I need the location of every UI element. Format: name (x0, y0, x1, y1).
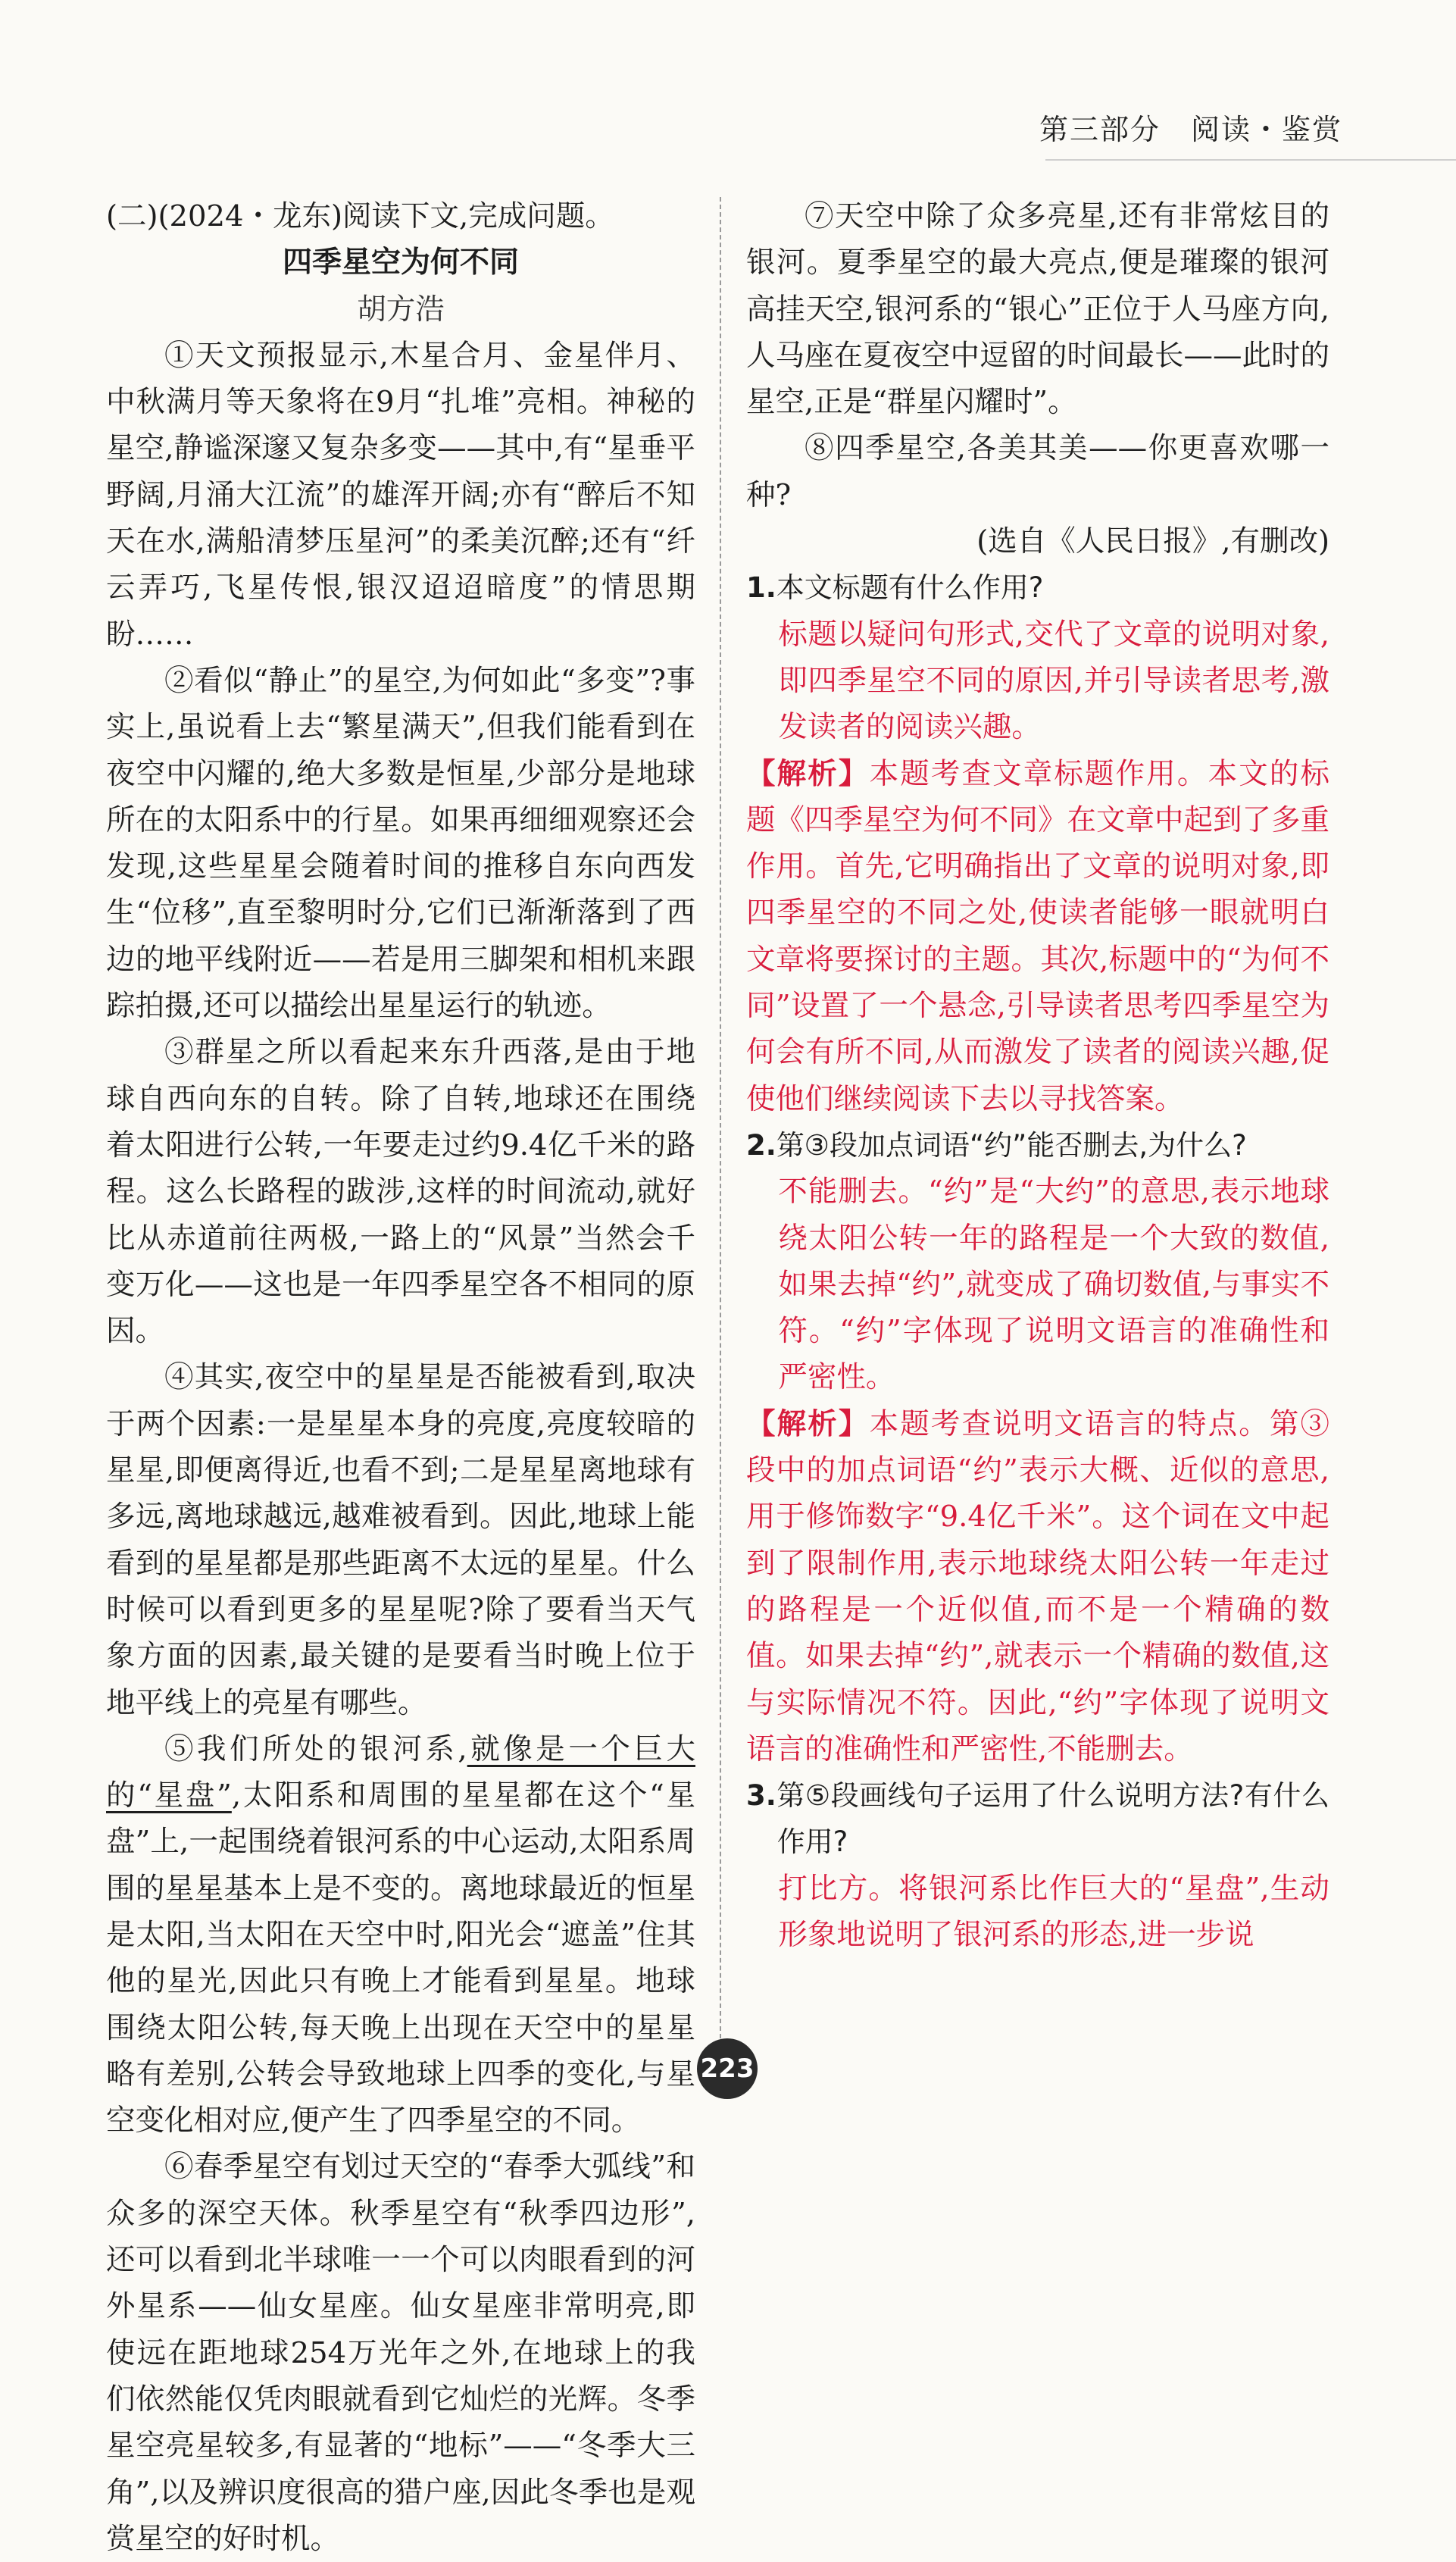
right-column (746, 193, 1329, 1958)
column-divider (720, 197, 721, 2038)
question-3-text: 第⑤段画线句子运用了什么说明方法?有什么作用? (776, 1779, 1329, 1859)
left-column (106, 193, 695, 2562)
analysis-1-tag: 【解析】 (746, 756, 870, 791)
paragraph-3: ③群星之所以看起来东升西落,是由于地球自西向东的自转。除了自转,地球还在围绕着太阳进行公转,一年要走过约9.4亿千米的路程。这么长路程的跋涉,这样的时间流动,就好比从赤道前往两极,一路上的“风景”当然会千变万化——这也是一年四季星空各不相同的原因。 (106, 1035, 695, 1349)
analysis-2 (746, 1401, 1329, 1772)
question-3-number: 3. (746, 1779, 776, 1813)
analysis-2-text: 本题考查说明文语言的特点。第③段中的加点词语“约”表示大概、近似的意思,用于修饰数字“9.4亿千米”。这个词在文中起到了限制作用,表示地球绕太阳公转一年走过的路程是一个近似值,而不是一个精确的数值。如果去掉“约”,就表示一个精确的数值,这与实际情况不符。因此,“约”字体现了说明文语言的准确性和严密性,不能删去。 (746, 1406, 1329, 1766)
answer-2: 不能删去。“约”是“大约”的意思,表示地球绕太阳公转一年的路程是一个大致的数值,如果去掉“约”,就变成了确切数值,与事实不符。“约”字体现了说明文语言的准确性和严密性。 (778, 1175, 1329, 1395)
question-2-text: 第③段加点词语“约”能否删去,为什么? (776, 1128, 1247, 1162)
underlined-sentence: 就像是一个巨大的“星盘” (106, 1731, 695, 1813)
question-1-text: 本文标题有什么作用? (776, 571, 1044, 605)
analysis-2-tag: 【解析】 (746, 1406, 870, 1441)
question-1-number: 1. (746, 571, 776, 605)
analysis-1-text: 本题考查文章标题作用。本文的标题《四季星空为何不同》在文章中起到了多重作用。首先,它明确指出了文章的说明对象,即四季星空的不同之处,使读者能够一眼就明白文章将要探讨的主题。其次,标题中的“为何不同”设置了一个悬念,引导读者思考四季星空为何会有所不同,从而激发了读者的阅读兴趣,促使他们继续阅读下去以寻找答案。 (746, 756, 1330, 1116)
paragraph-5-rest: ,太阳系和周围的星星都在这个“星盘”上,一起围绕着银河系的中心运动,太阳系周围的星星基本上是不变的。离地球最近的恒星是太阳,当太阳在天空中时,阳光会“遮盖”住其他的星光,因此只有晚上才能看到星星。地球围绕太阳公转,每天晚上出现在天空中的星星略有差别,公转会导致地球上四季的变化,与星空变化相对应,便产生了四季星空的不同。 (106, 1778, 695, 2138)
question-2 (746, 1122, 1329, 1168)
paragraph-8: ⑧四季星空,各美其美——你更喜欢哪一种? (746, 431, 1329, 512)
paragraph-5-start: ⑤我们所处的银河系, (164, 1731, 467, 1766)
article-source: (选自《人民日报》,有删改) (976, 524, 1329, 559)
question-3 (746, 1772, 1329, 1866)
article-author: 胡方浩 (357, 292, 445, 327)
answer-3: 打比方。将银河系比作巨大的“星盘”,生动形象地说明了银河系的形态,进一步说 (778, 1871, 1329, 1952)
paragraph-2: ②看似“静止”的星空,为何如此“多变”?事实上,虽说看上去“繁星满天”,但我们能看到在夜空中闪耀的,绝大多数是恒星,少部分是地球所在的太阳系中的行星。如果再细细观察还会发现,这些星星会随着时间的推移自东向西发生“位移”,直至黎明时分,它们已渐渐落到了西边的地平线附近——若是用三脚架和相机来跟踪拍摄,还可以描绘出星星运行的轨迹。 (106, 663, 695, 1024)
analysis-1 (746, 751, 1329, 1122)
paragraph-1: ①天文预报显示,木星合月、金星伴月、中秋满月等天象将在9月“扎堆”亮相。神秘的星空,静谧深邃又复杂多变——其中,有“星垂平野阔,月涌大江流”的雄浑开阔;亦有“醉后不知天在水,满船清梦压星河”的柔美沉醉;还有“纤云弄巧,飞星传恨,银汉迢迢暗度”的情思期盼…… (106, 338, 695, 652)
exercise-intro: (二)(2024・龙东)阅读下文,完成问题。 (106, 199, 614, 233)
question-2-number: 2. (746, 1128, 776, 1162)
paragraph-4: ④其实,夜空中的星星是否能被看到,取决于两个因素:一是星星本身的亮度,亮度较暗的星星,即便离得近,也看不到;二是星星离地球有多远,离地球越远,越难被看到。因此,地球上能看到的星星都是那些距离不太远的星星。什么时候可以看到更多的星星呢?除了要看当天气象方面的因素,最关键的是要看当时晚上位于地平线上的亮星有哪些。 (106, 1360, 695, 1720)
article-title: 四季星空为何不同 (282, 246, 519, 280)
question-1 (746, 565, 1329, 611)
page-number: 223 (697, 2038, 758, 2099)
paragraph-5 (106, 1726, 695, 2144)
paragraph-6: ⑥春季星空有划过天空的“春季大弧线”和众多的深空天体。秋季星空有“秋季四边形”,还可以看到北半球唯一一个可以肉眼看到的河外星系——仙女星座。仙女星座非常明亮,即使远在距地球254万光年之外,在地球上的我们依然能仅凭肉眼就看到它灿烂的光辉。冬季星空亮星较多,有显著的“地标”——“冬季大三角”,以及辨识度很高的猎户座,因此冬季也是观赏星空的好时机。 (106, 2150, 695, 2556)
header-rule (1045, 159, 1456, 161)
page-header: 第三部分 阅读・鉴赏 (1039, 113, 1342, 146)
answer-1: 标题以疑问句形式,交代了文章的说明对象,即四季星空不同的原因,并引导读者思考,激发读者的阅读兴趣。 (778, 617, 1329, 745)
paragraph-7: ⑦天空中除了众多亮星,还有非常炫目的银河。夏季星空的最大亮点,便是璀璨的银河高挂天空,银河系的“银心”正位于人马座方向,人马座在夏夜空中逗留的时间最长——此时的星空,正是“群星闪耀时”。 (746, 199, 1330, 420)
